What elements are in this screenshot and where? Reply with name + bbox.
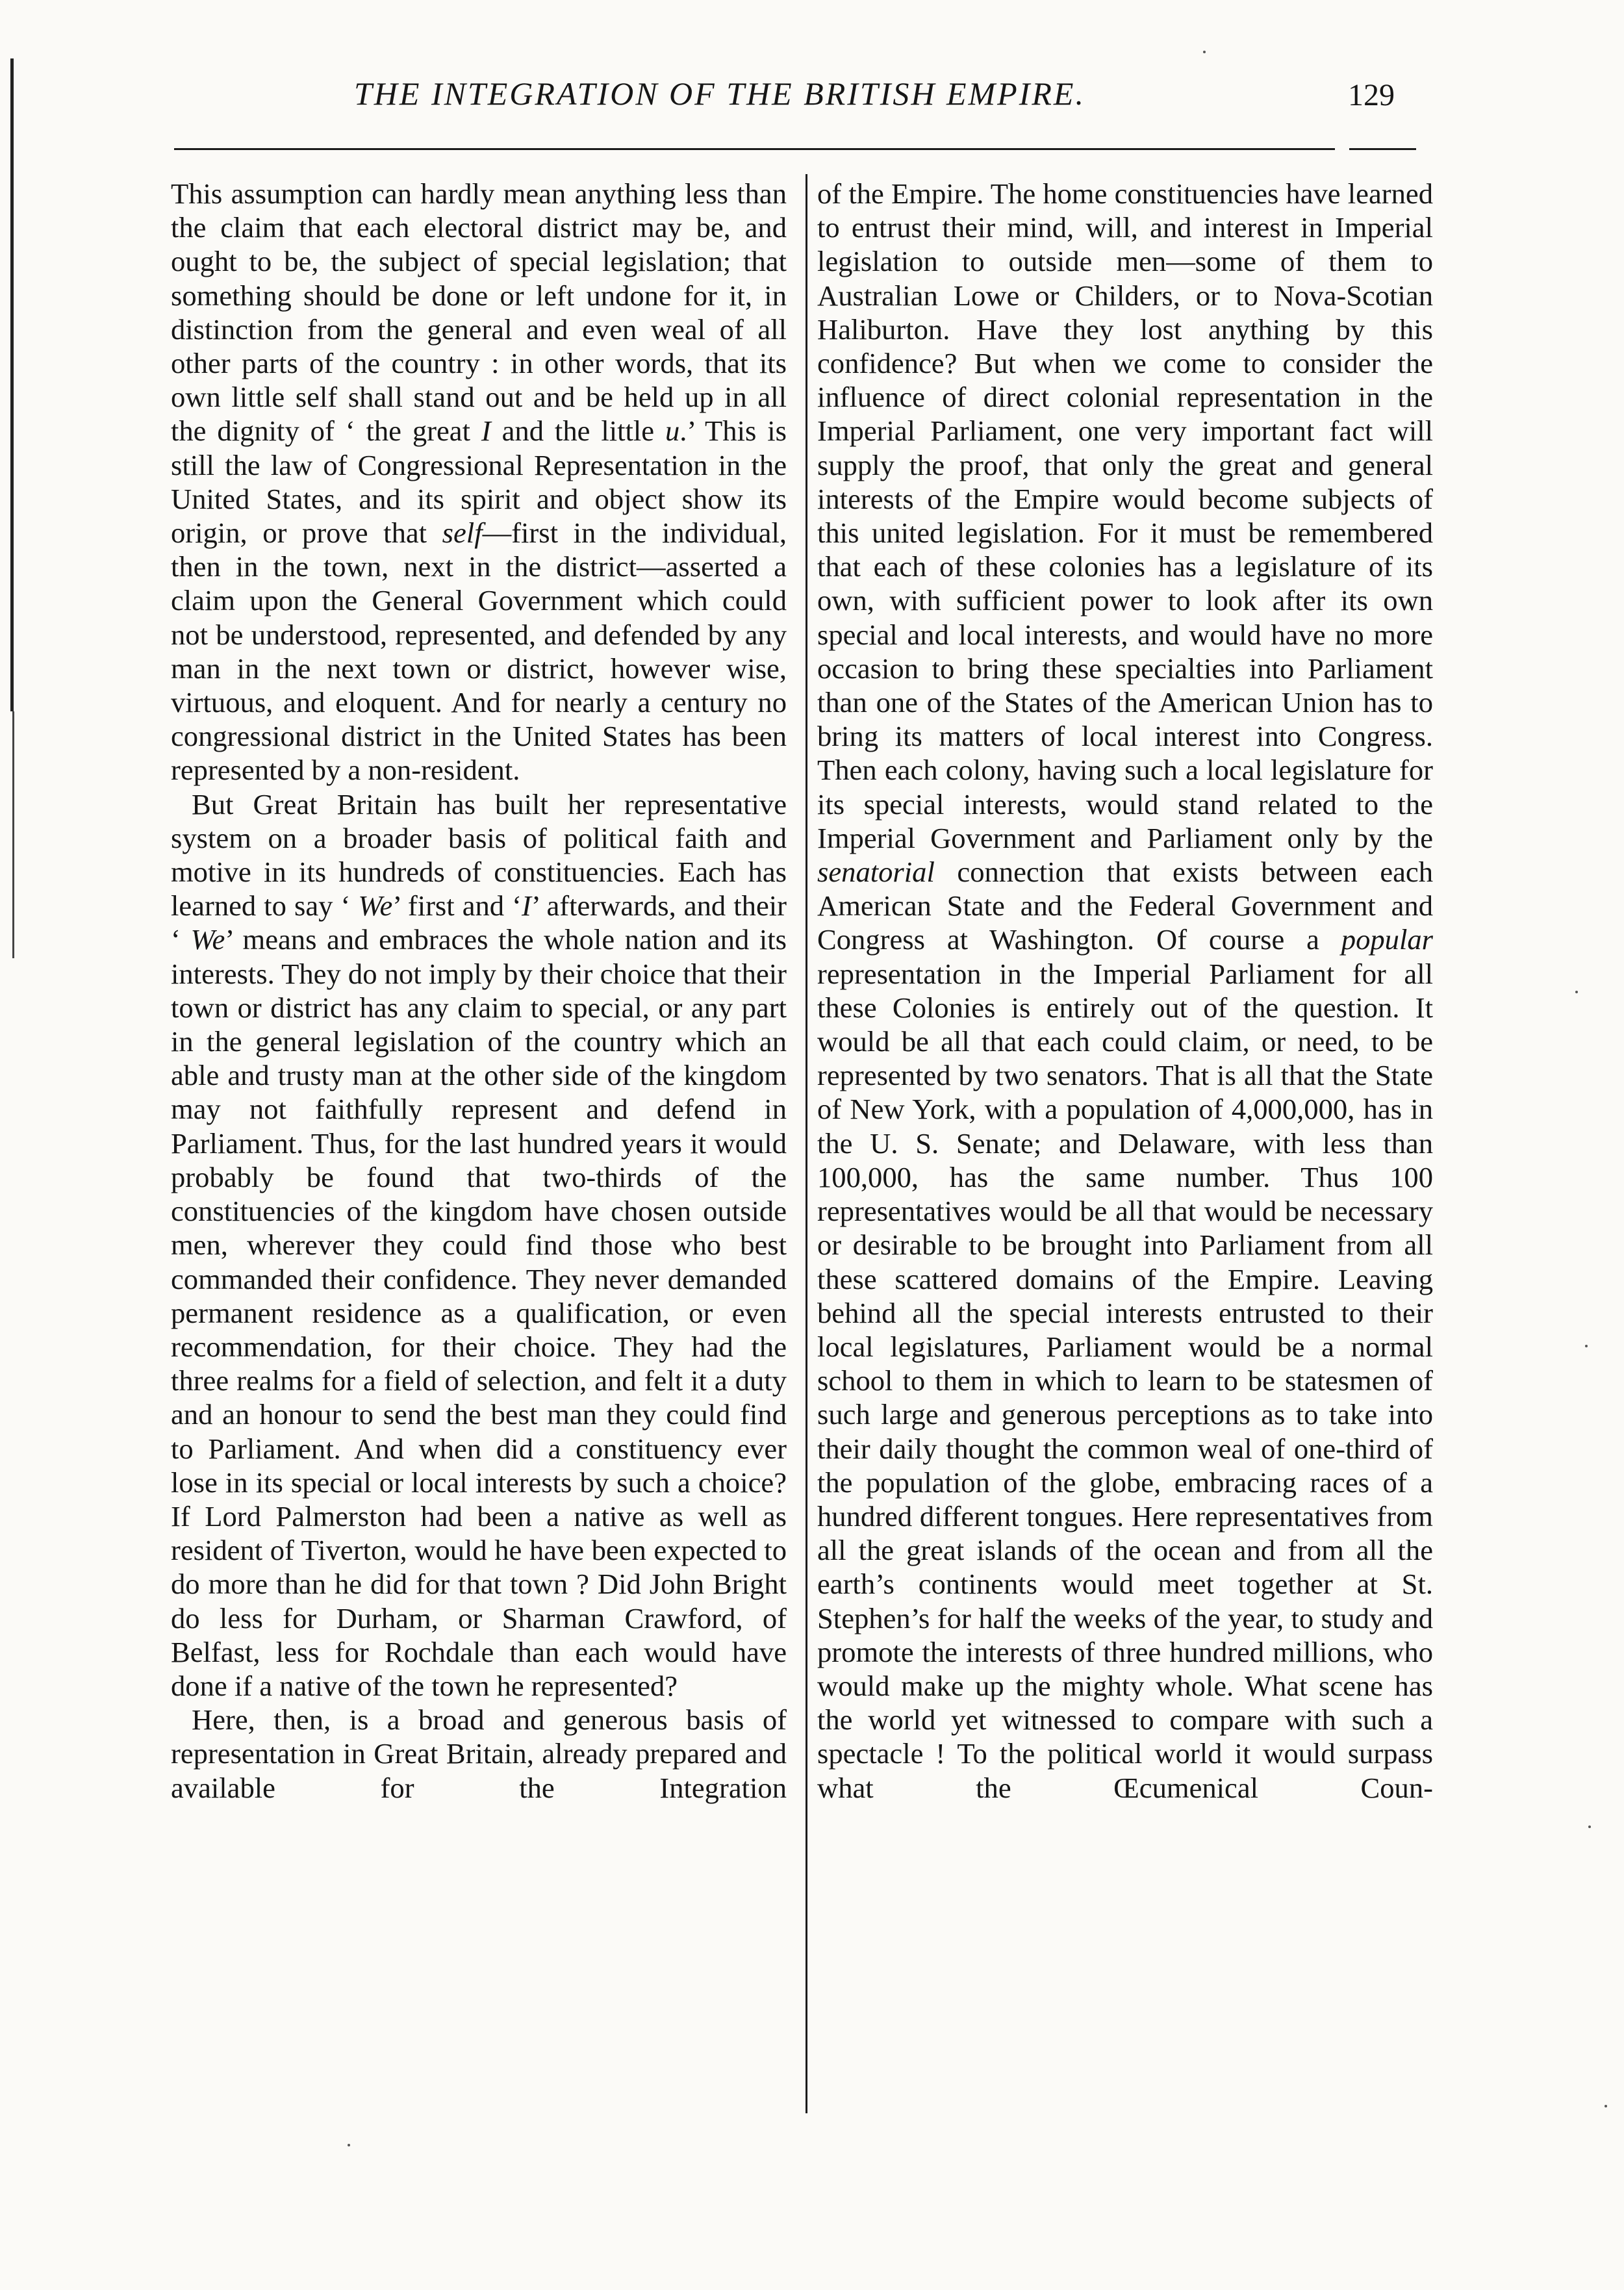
text-run: connection that exists between each American State and the Federal Government and Congress at Washington. Of course a (817, 856, 1433, 956)
text-run: Here, then, is a broad and generous basis of representation in Great Britain, already prepared and available for the Integration (171, 1703, 787, 1804)
text-run: ’ means and embraces the whole nation and its interests. They do not imply by their choice that their town or district has any claim to special, or any part in the general legislation of the country which an able and trusty man at the other side of the kingdom may not faithfully represent and defend in Parliament. Thus, for the last hundred years it would probably be found that two-thirds of the constituencies of the kingdom have chosen outside men, wherever they could find those who best commanded their confidence. They never demanded permanent residence as a qualification, or even recommendation, for their choice. They had the three realms for a field of selection, and felt it a duty and an honour to send the best man they could find to Parliament. And when did a constituency ever lose in its special or local interests by such a choice? If Lord Palmerston had been a native as well as resident of Tiverton, would he have been expected to do more than he did for that town ? Did John Bright do less for Durham, or Sharman Crawford, of Belfast, less for Rochdale than each would have done if a native of the town he represented? (171, 923, 787, 1702)
text-run: .’ This is still the law of Congressional Representation in the United States, and its spirit and object show its origin, or prove that (171, 414, 787, 550)
italic-text: We (190, 923, 225, 956)
text-run: But Great Britain has built her representative system on a broader basis of political faith and motive in its hundreds of constituencies. Each has learned to say ‘ (171, 787, 787, 922)
scan-speck (1575, 991, 1578, 993)
italic-text: We (358, 889, 393, 922)
italic-text: senatorial (817, 856, 935, 889)
paragraph-empire (817, 177, 1433, 1805)
header-rule (174, 148, 1416, 150)
text-run: representation in the Imperial Parliament for all these Colonies is entirely out of the question. It would be all that each could claim, or need, to be represented by two senators. That is all that the State of New York, with a population of 4,000,000, has in the U. S. Senate; and Delaware, with less than 100,000, has the same number. Thus 100 representatives would be all that would be necessary or desirable to be brought into Parliament from all these scattered domains of the Empire. Leaving behind all the special interests entrusted to their local legislatures, Parliament would be a normal school to them in which to learn to be statesmen of such large and generous perceptions as to take into their daily thought the common weal of one-third of the population of the globe, embracing races of a hundred different tongues. Here representatives from all the great islands of the ocean and from all the earth’s continents would meet together at St. Stephen’s for half the weeks of the year, to study and promote the interests of three hundred millions, who would make up the mighty whole. What scene has the world yet witnessed to compare with such a spectacle ! To the political world it would surpass what the Œcumenical Coun- (817, 957, 1433, 1804)
scan-speck (1203, 51, 1206, 53)
margin-scan-rule (10, 58, 14, 711)
italic-text: popular (1341, 923, 1433, 956)
column-divider (806, 174, 807, 2113)
margin-scan-rule-lower (12, 711, 14, 958)
scan-speck (348, 2144, 350, 2146)
scan-speck (1605, 2105, 1607, 2107)
left-column (171, 177, 787, 1805)
italic-text: self (442, 516, 483, 550)
text-run: ’ first and ‘ (392, 889, 522, 922)
header-rule-gap (1335, 147, 1349, 151)
right-column (817, 177, 1433, 1805)
italic-text: u (665, 414, 680, 448)
italic-text: I (481, 414, 491, 448)
text-run: —first in the individual, then in the town, next in the district—asserted a claim upon the General Government which could not be understood, represented, and defended by any man in the next town or district, however wise, virtuous, and eloquent. And for nearly a century no congressional district in the United States has been represented by a non-resident. (171, 516, 787, 787)
scan-speck (1585, 1345, 1588, 1347)
text-run: This assumption can hardly mean anything less than the claim that each electoral district may be, and ought to be, the subject of special legislation; that something should be done or left undone for it, in distinction from the general and even weal of all other parts of the country : in other words, that its own little self shall stand out and be held up in all the dignity of ‘ the great (171, 177, 787, 448)
running-title: THE INTEGRATION OF THE BRITISH EMPIRE. (354, 75, 1085, 112)
paragraph-here-then (171, 1703, 787, 1805)
paragraph-assumption (171, 177, 787, 787)
text-run: ’ afterwards, and their ‘ (171, 889, 787, 956)
page-number: 129 (1348, 78, 1395, 112)
page-header (0, 75, 1624, 127)
paragraph-great-britain (171, 787, 787, 1703)
scan-speck (1588, 1826, 1591, 1828)
text-run: of the Empire. The home constituencies have learned to entrust their mind, will, and interest in Imperial legislation to outside men—some of them to Australian Lowe or Childers, or to Nova-Scotian Haliburton. Have they lost anything by this confidence? But when we come to consider the influence of direct colonial representation in the Imperial Parliament, one very important fact will supply the proof, that only the great and general interests of the Empire would become subjects of this united legislation. For it must be remembered that each of these colonies has a legislature of its own, with sufficient power to look after its own special and local interests, and would have no more occasion to bring these specialties into Parliament than one of the States of the American Union has to bring its matters of local interest into Congress. Then each colony, having such a local legislature for its special interests, would stand related to the Imperial Government and Parliament only by the (817, 177, 1433, 854)
text-run: and the little (490, 414, 665, 448)
italic-text: I (522, 889, 531, 922)
